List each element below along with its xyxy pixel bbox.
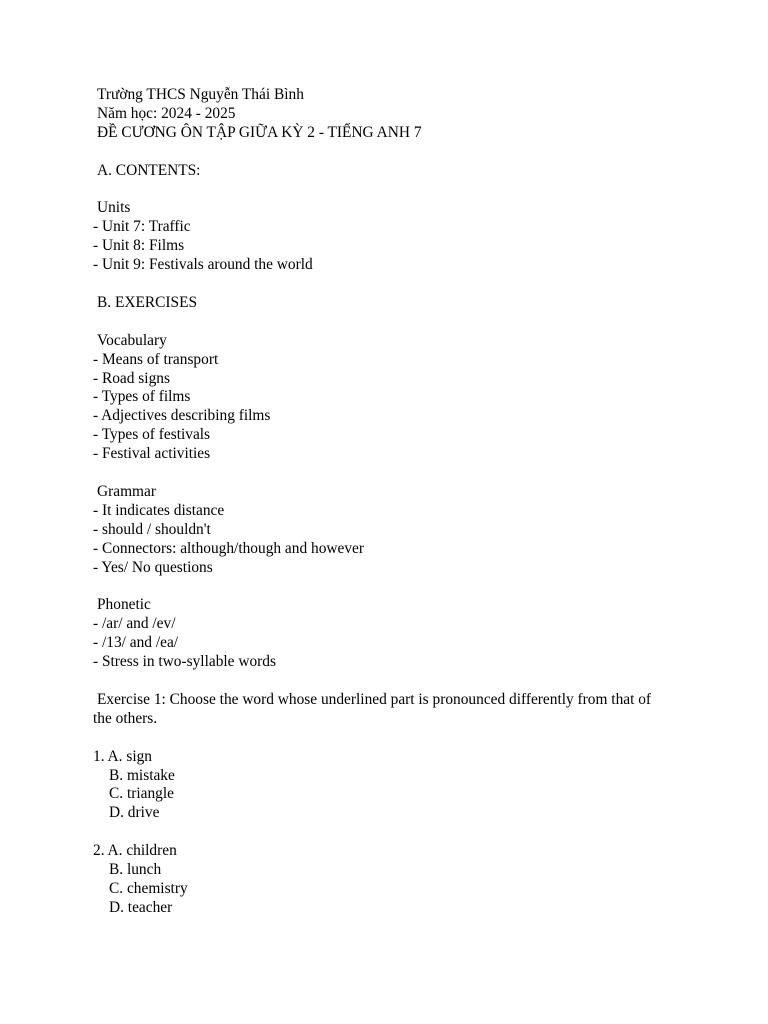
list-item: - Unit 8: Films — [93, 237, 185, 255]
list-item: - Unit 7: Traffic — [93, 218, 191, 236]
document-body — [93, 86, 673, 918]
school-name: Trường THCS Nguyễn Thái Bình — [97, 86, 304, 103]
list-item: - Yes/ No questions — [93, 558, 213, 576]
list-item: - Road signs — [93, 369, 170, 387]
question-2-option-d: D. teacher — [109, 898, 173, 916]
spacer — [93, 313, 673, 332]
section-b-heading: B. EXERCISES — [97, 293, 198, 311]
spacer — [93, 181, 673, 200]
question-2-option-b: B. lunch — [109, 861, 162, 879]
list-item: - Adjectives describing films — [93, 407, 271, 425]
list-item: - Stress in two-syllable words — [93, 653, 276, 671]
vocabulary-heading: Vocabulary — [97, 331, 167, 349]
list-item: - Unit 9: Festivals around the world — [93, 256, 313, 274]
list-item: - /ar/ and /ev/ — [93, 615, 176, 633]
grammar-heading: Grammar — [97, 482, 156, 500]
units-heading: Units — [97, 199, 131, 217]
list-item: - Types of festivals — [93, 426, 211, 444]
document-title: ĐỀ CƯƠNG ÔN TẬP GIỮA KỲ 2 - TIẾNG ANH 7 — [97, 123, 422, 141]
list-item: - Connectors: although/though and however — [93, 539, 364, 557]
list-item: - Means of transport — [93, 350, 219, 368]
question-1-option-b: B. mistake — [109, 766, 175, 784]
school-year: Năm học: 2024 - 2025 — [97, 104, 236, 122]
question-1-option-a: 1. A. sign — [93, 747, 153, 765]
list-item: - Festival activities — [93, 445, 211, 463]
spacer — [93, 672, 673, 691]
list-item: - /13/ and /ea/ — [93, 634, 179, 652]
list-item: - should / shouldn't — [93, 520, 211, 538]
question-2-option-c: C. chemistry — [109, 879, 188, 897]
list-item: - It indicates distance — [93, 501, 225, 519]
spacer — [93, 577, 673, 596]
exercise-1-instruction: Exercise 1: Choose the word whose underlined part is pronounced differently from that of the others. — [93, 690, 652, 727]
spacer — [93, 464, 673, 483]
spacer — [93, 275, 673, 294]
question-1-option-c: C. triangle — [109, 785, 174, 803]
section-a-heading: A. CONTENTS: — [97, 161, 201, 179]
question-1-option-d: D. drive — [109, 804, 160, 822]
list-item: - Types of films — [93, 388, 191, 406]
spacer — [93, 729, 673, 748]
spacer — [93, 823, 673, 842]
question-2-option-a: 2. A. children — [93, 842, 177, 860]
spacer — [93, 143, 673, 162]
phonetic-heading: Phonetic — [97, 596, 151, 614]
